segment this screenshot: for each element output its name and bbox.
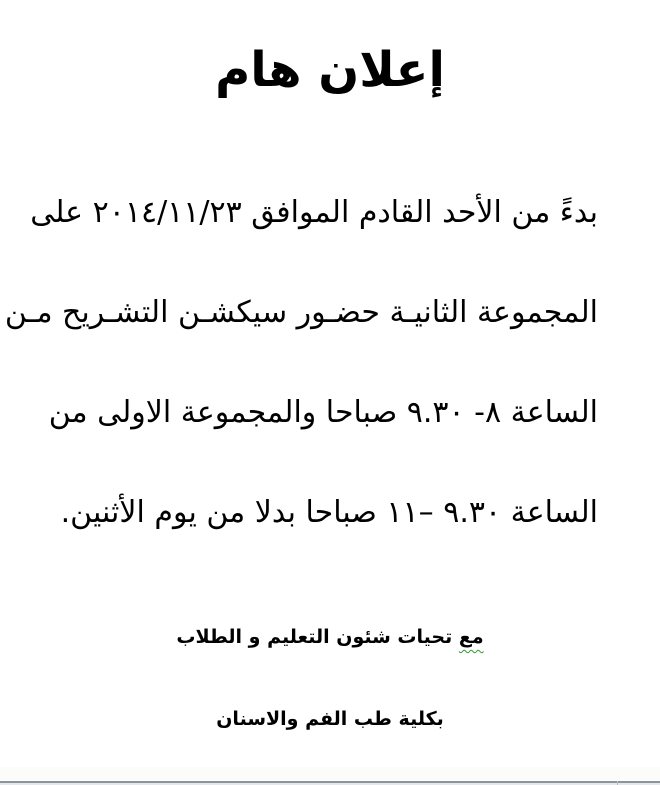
body-line-2: المجموعة الثانيـة حضـور سيكشـن التشـريح مـن [4,295,598,330]
announcement-title: إعلان هام [215,42,445,98]
body-line-1: بدءً من الأحد القادم الموافق ٢٠١٤/١١/٢٣ على [30,195,598,230]
page-bottom-border [0,767,660,785]
signature-line-1 [0,622,660,652]
body-line-3: الساعة ٨- ٩.٣٠ صباحا والمجموعة الاولى من [48,395,598,430]
ruler-tick [617,781,618,785]
body-line-4: الساعة ٩.٣٠ –١١ صباحا بدلا من يوم الأثنين. [60,495,598,530]
spellcheck-flagged-word[interactable]: مع [458,626,484,648]
signature-line-1-text: تحيات شئون التعليم و الطلاب [176,626,459,648]
signature-line-2: بكلية طب الفم والاسنان [216,708,444,730]
